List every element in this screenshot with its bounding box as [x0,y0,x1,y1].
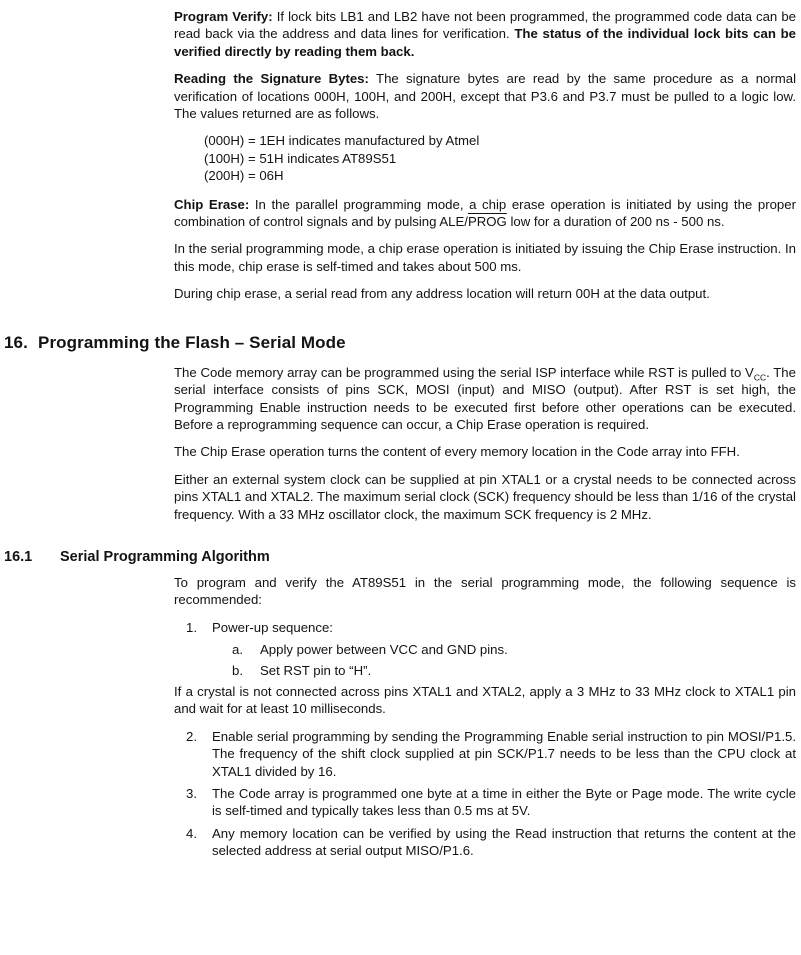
run-chip-erase-lead: Chip Erase: [174,196,250,212]
paragraph-sequence-intro: To program and verify the AT89S51 in the serial programming mode, the following sequence is recommended: [174,574,796,608]
signature-value-100h: (100H) = 51H indicates AT89S51 [204,150,397,166]
run-chip-erase-body2: low for a duration of 200 ns - 500 ns. [506,214,725,230]
list-item-text: Enable serial programming by sending the Programming Enable serial instruction to pin MOSI/P1.5. The frequency of the shift clock supplied at pin SCK/P1.7 needs to be less than the CPU clock at XTAL1 divided by 16. [212,728,796,779]
run-program-verify-body: If lock bits LB1 and LB2 have not been programmed, the programmed code data can be read back via the address and data lines for verification. [174,9,796,42]
list-item-number: 3. [186,786,197,801]
list-item-text: Any memory location can be verified by using the Read instruction that returns the content at the selected address at serial output MISO/P1.6. [212,825,796,859]
run-program-verify-bold-tail: The status of the individual lock bits can be verified directly by reading them back. [174,26,797,59]
list-item-number: a. [232,642,243,658]
paragraph-crystal-note: If a crystal is not connected across pins XTAL1 and XTAL2, apply a 3 MHz to 33 MHz clock to XTAL1 pin and wait for at least 10 milliseconds. [174,683,796,717]
signature-value-000h: (000H) = 1EH indicates manufactured by Atmel [204,133,480,149]
section-title: Programming the Flash – Serial Mode [38,332,346,352]
paragraph-reading-signature-bytes [174,70,796,122]
run-vcc-subscript: CC [753,372,767,383]
list-item-1 [186,619,796,636]
list-item-1b [232,662,792,679]
paragraph-code-memory [174,364,796,434]
section-heading-16 [4,333,796,353]
list-item-3 [186,785,796,820]
paragraph-program-verify [174,8,796,60]
paragraph-chip-erase [174,196,796,231]
list-item-number: 2. [186,728,197,744]
paragraph-ffh: The Chip Erase operation turns the content of every memory location in the Code array into FFH. [174,444,740,460]
run-chip-erase-body1: In the parallel programming mode, a chip erase operation is initiated by using the proper combination of control signals and by pulsing ALE/ [174,196,796,230]
list-item-2 [186,728,796,780]
list-item-text: Set RST pin to “H”. [260,662,372,678]
signature-values-block [204,132,796,184]
list-item-number: b. [232,662,243,678]
run-code-memory-body2: . The serial interface consists of pins SCK, MOSI (input) and MISO (output). After RST is set high, the Programming Enable instruction needs to be executed first before other operations can be executed. Before a reprogramming sequence can occur, a Chip Erase operation is required. [174,364,796,432]
run-program-verify-lead: Program Verify: [174,9,273,24]
list-item-1a [232,641,792,658]
run-code-memory-body1: The Code memory array can be programmed using the serial ISP interface while RST is pulled to V [174,364,754,380]
list-item-text: Power-up sequence: [212,619,333,635]
list-item-4 [186,825,796,860]
subsection-number: 16.1 [4,548,33,565]
run-signature-lead: Reading the Signature Bytes: [174,71,369,87]
run-prog-overline: PROG [467,214,507,230]
list-item-number: 1. [186,619,197,635]
paragraph-clock: Either an external system clock can be supplied at pin XTAL1 or a crystal needs to be connected across pins XTAL1 and XTAL2. The maximum serial clock (SCK) frequency should be less than 1/16 of the crystal frequency. With a 33 MHz oscillator clock, the maximum SCK frequency is 2 MHz. [174,471,796,522]
list-item-number: 4. [186,825,197,841]
subsection-heading-16-1 [4,549,796,565]
paragraph-serial-erase: In the serial programming mode, a chip erase operation is initiated by issuing the Chip Erase instruction. In this mode, chip erase is self-timed and takes about 500 ms. [174,241,796,274]
section-number: 16. [4,332,28,352]
paragraph-during-erase: During chip erase, a serial read from any address location will return 00H at the data output. [174,286,710,302]
list-item-text: The Code array is programmed one byte at a time in either the Byte or Page mode. The write cycle is self-timed and typically takes less than 0.5 ms at 5V. [212,786,796,819]
signature-value-200h: (200H) = 06H [204,168,284,184]
subsection-title: Serial Programming Algorithm [60,548,270,565]
list-item-text: Apply power between VCC and GND pins. [260,642,508,658]
run-signature-body: The signature bytes are read by the same procedure as a normal verification of locations 000H, 100H, and 200H, except that P3.6 and P3.7 must be pulled to a logic low. The values returned are as follows. [174,71,796,122]
